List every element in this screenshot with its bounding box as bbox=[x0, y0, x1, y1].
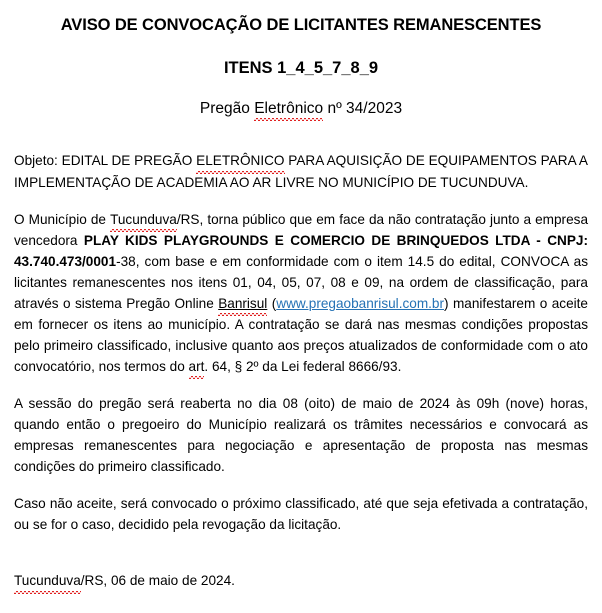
page-title: AVISO DE CONVOCAÇÃO DE LICITANTES REMANESCENTES bbox=[60, 16, 542, 34]
banrisul-word: Banrisul bbox=[218, 293, 267, 314]
paragraph-caso-nao-aceite: Caso não aceite, será convocado o próximo classificado, até que seja efetivada a contratação, ou se for o caso, decidido pela revogação da licitação. bbox=[14, 496, 588, 533]
objeto-text-after: PARA AQUISIÇÃO DE EQUIPAMENTOS PARA A IMPLEMENTAÇÃO DE ACADEMIA AO AR LIVRE NO MUNICÍPIO DE TUCUNDUVA. bbox=[14, 153, 588, 190]
objeto-text-before: EDITAL DE PREGÃO bbox=[61, 153, 197, 169]
footer-place-and-date bbox=[14, 535, 588, 591]
reference-suffix: nº 34/2023 bbox=[323, 99, 403, 117]
main-text-part-5: . 64, § 2º da Lei federal 8666/93. bbox=[204, 359, 402, 375]
cnpj-tail: -38 bbox=[116, 253, 136, 269]
reference-prefix: Pregão bbox=[199, 99, 255, 117]
paragraph-objeto bbox=[14, 119, 588, 192]
document-reference-number bbox=[14, 80, 588, 120]
objeto-label: Objeto: bbox=[14, 153, 62, 169]
footer-city-misspelled-word: Tucunduva bbox=[14, 570, 81, 591]
footer-date-text: /RS, 06 de maio de 2024. bbox=[80, 573, 235, 589]
main-text-part-1: O Município de bbox=[14, 211, 111, 227]
municipio-misspelled-word: Tucunduva bbox=[110, 209, 177, 230]
art-misspelled-word: art bbox=[189, 356, 205, 377]
link-open-paren: ( bbox=[267, 295, 277, 311]
main-text-part-2: /RS, torna público que em face da não contratação junto a empresa vencedora bbox=[14, 211, 588, 248]
paragraph-sessao: A sessão do pregão será reaberta no dia 08 (oito) de maio de 2024 às 09h (nove) horas, quando então o pregoeiro do Município realizará os trâmites necessários e convocará as empresas remanescentes para negociação e apresentação de proposta nas mesmas condições do primeiro classificado. bbox=[14, 396, 588, 475]
main-text-part-4: ) manifestarem o aceite em fornecer os itens ao município. A contratação se dará nas mesmas condições propostas pelo primeiro classificado, inclusive quanto aos preços atualizados de conformidade com o ato convocatório, nos termos do bbox=[14, 295, 588, 375]
paragraph-convocacao bbox=[14, 193, 588, 378]
reference-misspelled-word: Eletrônico bbox=[254, 99, 323, 120]
banrisul-portal-link[interactable]: www.pregaobanrisul.com.br bbox=[276, 295, 445, 311]
objeto-misspelled-word: ELETRÔNICO bbox=[196, 150, 284, 171]
main-text-part-3: , com base e em conformidade com o item 14.5 do edital, CONVOCA as licitantes remanescentes nos itens 01, 04, 05, 07, 08 e 09, na ordem de classificação, para através o sistema Pregão Online bbox=[14, 253, 588, 311]
document-subtitle-items: ITENS 1_4_5_7_8_9 bbox=[223, 59, 379, 78]
empresa-vencedora-name: PLAY KIDS PLAYGROUNDS E COMERCIO DE BRINQUEDOS LTDA - CNPJ: 43.740.473/0001 bbox=[14, 232, 588, 269]
